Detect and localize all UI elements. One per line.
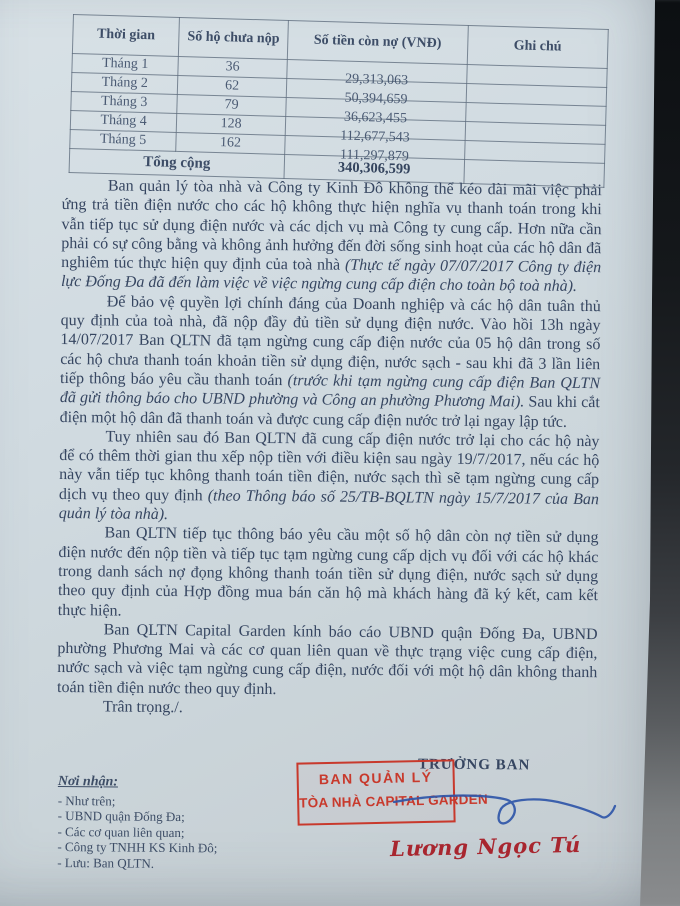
- recipient-item: - Các cơ quan liên quan;: [57, 823, 185, 840]
- recipient-item: - Công ty TNHH KS Kinh Đô;: [57, 839, 218, 856]
- col-header-households: Số hộ chưa nộp: [179, 17, 289, 59]
- paragraph: [60, 292, 601, 432]
- amount-value: 36,623,455: [343, 109, 408, 127]
- recipient-item: - Lưu: Ban QLTN.: [57, 854, 155, 871]
- stamp-line-1: BAN QUẢN LÝ: [318, 768, 433, 788]
- debt-table-wrap: [69, 14, 609, 188]
- paragraph-run: Tuy nhiên sau đó Ban QLTN đã cung cấp điện nước trở lại cho các hộ này để có thêm thời gian thu xếp nộp tiền với điều kiện sau ngày 19/7/2017, nếu các hộ này vẫn tiếp tục không thanh toán tiền điện, nước sạch thì sẽ tạm ngừng cung cấp dịch vụ theo quy định: [58, 428, 600, 505]
- period-cell: Tháng 4: [70, 110, 177, 132]
- amount-value: 111,297,879: [339, 147, 410, 165]
- pen-signature-stroke: [386, 786, 620, 834]
- paragraph-run: Ban QLTN tiếp tục thông báo yêu cầu một số hộ dân còn nợ tiền sử dụng điện nước đến nộp tiền và tiếp tục tạm ngừng cung cấp dịch vụ đối với các hộ khác trong danh sách nợ đọng không thanh toán tiền sử dụng điện, nước sạch sử dụng theo quy định của Hợp đồng mua bán căn hộ mà khách hàng đã ký kết, cam kết thực hiện.: [57, 524, 599, 620]
- recipients-block: [57, 774, 218, 871]
- period-cell: Tháng 3: [71, 91, 178, 113]
- period-cell: Tháng 5: [70, 129, 177, 151]
- col-header-period: Thời gian: [72, 15, 179, 57]
- paragraph-run: Ban quản lý tòa nhà và Công ty Kinh Đô không thể kéo dài mãi việc phải ứng trả tiền điện nước cho các hộ không thực hiện nghĩa vụ thanh toán trong khi vẫn tiếp tục sử dụng điện nước và các dịch vụ mà Công ty cung cấp. Hơn nữa cần phải có sự công bằng và không ảnh hưởng đến đời sống sinh hoạt của các hộ dân đã nghiêm túc thực hiện quy định của toà nhà: [61, 177, 602, 274]
- households-cell: 128: [176, 113, 285, 135]
- paragraph: [59, 427, 600, 529]
- paragraph-run: Sau khi cắt điện một hộ dân đã thanh toán và được cung cấp điện nước trở lại ngay lập tức.: [59, 393, 600, 431]
- total-amount: 340,306,599: [284, 154, 464, 183]
- col-header-note: Ghi chú: [467, 26, 608, 69]
- amount-value: 29,313,063: [344, 71, 409, 89]
- period-cell: Tháng 2: [71, 72, 178, 94]
- paragraph-run-italic: (theo Thông báo số 25/TB-BQLTN ngày 15/7/2017 của Ban quản lý tòa nhà).: [58, 487, 600, 524]
- paragraph: [61, 176, 602, 297]
- households-cell: 162: [176, 132, 285, 154]
- letter-body: [57, 176, 602, 721]
- col-header-amount: Số tiền còn nợ (VNĐ): [287, 21, 468, 65]
- recipient-item: - UBND quận Đống Đa;: [57, 808, 185, 825]
- households-cell: 62: [177, 75, 286, 97]
- paragraph-run-italic: (trước khi tạm ngừng cung cấp điện Ban QLTN đã gửi thông báo cho UBND phường và Công an phường Phương Mai).: [59, 372, 601, 411]
- recipients-heading: Nơi nhận:: [57, 774, 119, 790]
- paragraph: [57, 620, 598, 702]
- stamp-line-2: TÒA NHÀ CAPITAL GARDEN: [299, 791, 488, 811]
- signer-title: TRƯỞNG BAN: [417, 756, 531, 774]
- period-cell: Tháng 1: [72, 53, 179, 75]
- households-cell: 36: [178, 56, 287, 78]
- signer-name-signature: Lương Ngọc Tú: [389, 831, 582, 862]
- closing-salutation: Trân trọng./.: [102, 698, 183, 717]
- paragraph: [58, 523, 599, 625]
- debt-table: [69, 14, 609, 188]
- paragraph-run-italic: (Thực tế ngày 07/07/2017 Công ty điện lực Đống Đa đã đến làm việc về việc ngừng cung cấp điện cho toàn bộ toà nhà).: [60, 256, 602, 296]
- recipient-item: - Như trên;: [57, 792, 116, 809]
- amount-value: 50,394,659: [344, 90, 408, 108]
- paragraph-run: Ban QLTN Capital Garden kính báo cáo UBND quận Đống Đa, UBND phường Phương Mai và các cơ quan liên quan về thực trạng việc cung cấp điện, nước sạch và việc tạm ngừng cung cấp điện, nước đối với một hộ dân không thanh toán tiền điện nước theo quy định.: [57, 621, 598, 698]
- amount-value: 112,677,543: [340, 128, 410, 146]
- total-label: Tổng cộng: [69, 148, 284, 178]
- paragraph-run: Để bảo vệ quyền lợi chính đáng của Doanh nghiệp và các hộ dân tuân thủ quy định của toà nhà, đã nộp đầy đủ tiền sử dụng điện nước. Vào hồi 13h ngày 14/07/2017 Ban QLTN đã tạm ngừng cung cấp điện nước của 05 hộ dân trong số các hộ chưa thanh toán khoản tiền sử dụng điện, nước sạch - sau khi đã 3 lần liên tiếp thông báo yêu cầu thanh toán: [59, 293, 601, 390]
- households-cell: 79: [177, 94, 286, 116]
